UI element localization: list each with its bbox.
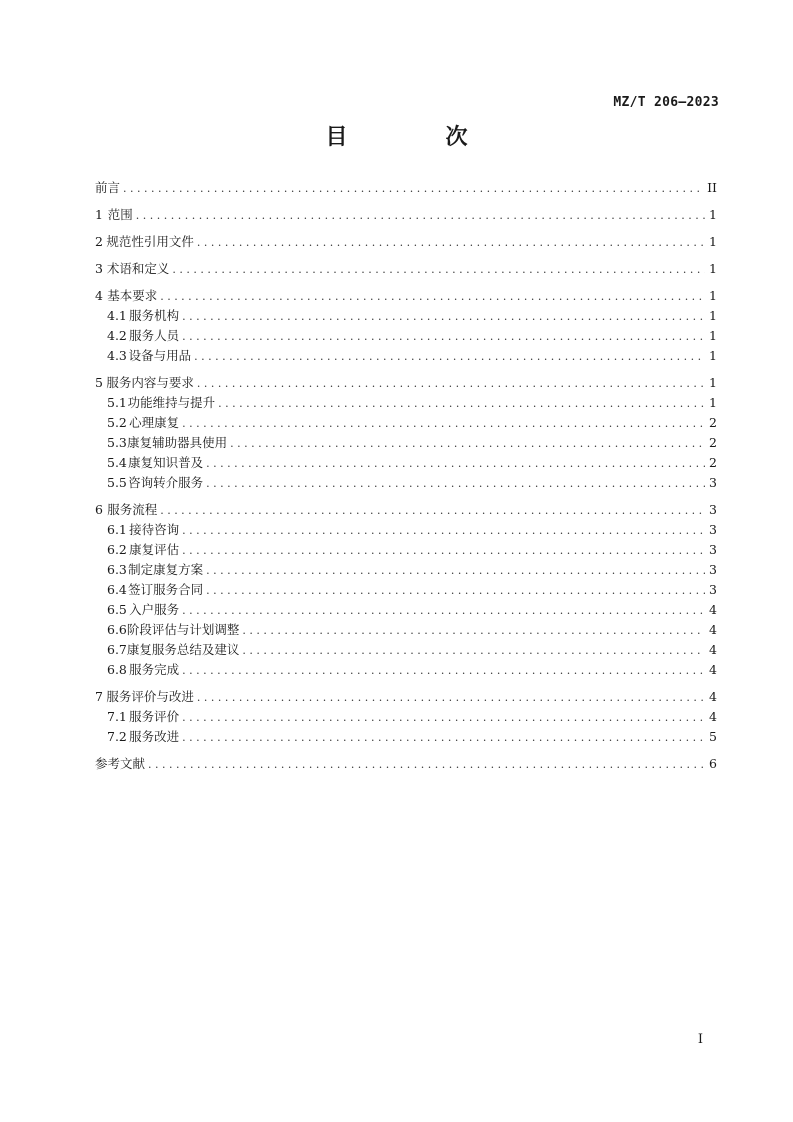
toc-entry-label: 阶段评估与计划调整 [126,622,240,637]
toc-entry[interactable] [95,687,717,707]
toc-entry[interactable] [95,286,717,306]
toc-leader-dots [197,233,705,253]
toc-entry[interactable] [95,727,717,747]
toc-entry-page: 4 [709,689,717,704]
toc-entry[interactable] [95,178,717,198]
toc-leader-dots [206,561,705,581]
toc-entry[interactable] [95,259,717,279]
toc-entry-label: 服务内容与要求 [106,375,194,390]
toc-entry-number: 6.8 [107,662,127,677]
toc-entry-label: 服务人员 [129,328,180,343]
toc-leader-dots [182,728,705,748]
toc-entry-label: 范围 [107,207,133,222]
toc-entry-page: 3 [709,562,717,577]
toc-leader-dots [218,394,705,414]
toc-entry[interactable] [95,660,717,680]
toc-entry-number: 4.3 [107,348,127,363]
toc-leader-dots [182,708,705,728]
toc-entry-page: 1 [709,348,717,363]
toc-entry-label: 前言 [95,180,121,195]
toc-entry-number: 5.1 [107,395,127,410]
toc-entry-page: 4 [709,622,717,637]
toc-entry[interactable] [95,205,717,225]
toc-entry-page: 4 [709,662,717,677]
toc-entry[interactable] [95,520,717,540]
toc-entry-page: 1 [709,328,717,343]
toc-entry-number: 6.3 [107,562,127,577]
toc-entry-page: 1 [709,234,717,249]
toc-leader-dots [194,347,705,367]
toc-leader-dots [206,581,705,601]
toc-entry-number: 5.2 [107,415,127,430]
toc-leader-dots [148,755,705,775]
toc-entry-number: 6.7 [107,642,127,657]
toc-entry-number: 5.3 [107,435,127,450]
toc-entry[interactable] [95,580,717,600]
toc-leader-dots [197,688,705,708]
toc-entry-label: 术语和定义 [106,261,170,276]
toc-entry-number: 5 [95,375,103,390]
toc-entry[interactable] [95,500,717,520]
toc-leader-dots [160,287,705,307]
toc-entry-label: 签订服务合同 [128,582,204,597]
toc-entry-label: 参考文献 [95,756,146,771]
toc-entry[interactable] [95,373,717,393]
toc-entry[interactable] [95,600,717,620]
toc-entry-label: 制定康复方案 [128,562,204,577]
toc-entry-label: 接待咨询 [129,522,180,537]
toc-entry-number: 7 [95,689,103,704]
toc-entry-label: 康复评估 [129,542,180,557]
toc-entry-label: 咨询转介服务 [128,475,204,490]
toc-leader-dots [206,454,705,474]
toc-entry-label: 康复辅助器具使用 [127,435,228,450]
toc-entry-label: 设备与用品 [128,348,192,363]
toc-leader-dots [172,260,705,280]
toc-entry-page: 1 [709,207,717,222]
toc-entry-page: 1 [709,288,717,303]
toc-entry-label: 康复知识普及 [128,455,204,470]
toc-entry-number: 4.1 [107,308,127,323]
toc-entry[interactable] [95,306,717,326]
toc-leader-dots [206,474,705,494]
toc-leader-dots [182,307,705,327]
toc-leader-dots [182,521,705,541]
toc-entry-page: 1 [709,375,717,390]
toc-leader-dots [197,374,705,394]
toc-leader-dots [182,414,705,434]
toc-leader-dots [182,541,705,561]
toc-entry-page: 4 [709,709,717,724]
toc-entry-page: 4 [709,602,717,617]
toc-entry-label: 功能维持与提升 [127,395,216,410]
toc-entry-label: 规范性引用文件 [106,234,194,249]
toc-entry-page: 2 [709,435,717,450]
toc-leader-dots [136,206,705,226]
toc-entry-label: 服务流程 [107,502,158,517]
toc-entry-number: 1 [95,207,103,222]
standard-code: MZ/T 206—2023 [613,95,719,110]
toc-entry-page: 3 [709,522,717,537]
toc-entry-label: 服务评价 [129,709,180,724]
toc-entry[interactable] [95,346,717,366]
toc-entry-number: 6.1 [107,522,127,537]
toc-entry[interactable] [95,473,717,493]
toc-entry-label: 服务改进 [129,729,180,744]
toc-entry-label: 入户服务 [129,602,180,617]
toc-entry-page: II [707,180,717,195]
toc-entry-label: 基本要求 [107,288,158,303]
toc-entry-page: 4 [709,642,717,657]
toc-entry-number: 3 [95,261,103,276]
toc-entry-label: 服务评价与改进 [106,689,194,704]
toc-entry[interactable] [95,754,717,774]
toc-entry-number: 4.2 [107,328,127,343]
toc-entry[interactable] [95,540,717,560]
table-of-contents [95,178,717,774]
toc-entry-label: 心理康复 [129,415,180,430]
toc-entry[interactable] [95,393,717,413]
toc-entry-number: 5.5 [107,475,127,490]
toc-entry-page: 1 [709,395,717,410]
toc-entry-number: 7.1 [107,709,127,724]
toc-entry-number: 5.4 [107,455,127,470]
toc-entry[interactable] [95,326,717,346]
toc-entry[interactable] [95,232,717,252]
toc-entry-number: 6.4 [107,582,127,597]
toc-entry[interactable] [95,707,717,727]
toc-entry-number: 6.2 [107,542,127,557]
toc-entry-label: 服务完成 [129,662,180,677]
toc-leader-dots [182,327,705,347]
toc-leader-dots [123,179,703,199]
toc-entry-number: 6.5 [107,602,127,617]
toc-leader-dots [242,621,705,641]
toc-entry[interactable] [95,433,717,453]
toc-entry-label: 康复服务总结及建议 [126,642,240,657]
toc-leader-dots [242,641,705,661]
footer-page-number: I [697,1032,703,1047]
toc-entry-page: 3 [709,582,717,597]
toc-entry-number: 7.2 [107,729,127,744]
toc-entry-page: 3 [709,502,717,517]
toc-entry[interactable] [95,620,717,640]
toc-leader-dots [182,661,705,681]
toc-leader-dots [160,501,705,521]
toc-entry-number: 6.6 [107,622,127,637]
toc-entry-page: 3 [709,475,717,490]
toc-entry-page: 2 [709,415,717,430]
toc-entry[interactable] [95,453,717,473]
toc-entry[interactable] [95,413,717,433]
toc-entry-page: 6 [709,756,717,771]
toc-leader-dots [230,434,705,454]
toc-leader-dots [182,601,705,621]
toc-entry[interactable] [95,640,717,660]
toc-entry-number: 4 [95,288,103,303]
toc-entry-page: 5 [709,729,717,744]
toc-entry-number: 6 [95,502,103,517]
toc-entry[interactable] [95,560,717,580]
toc-entry-number: 2 [95,234,103,249]
toc-entry-page: 1 [709,261,717,276]
toc-entry-page: 3 [709,542,717,557]
toc-entry-page: 2 [709,455,717,470]
page-title: 目 次 [325,125,506,150]
toc-entry-page: 1 [709,308,717,323]
toc-entry-label: 服务机构 [129,308,180,323]
